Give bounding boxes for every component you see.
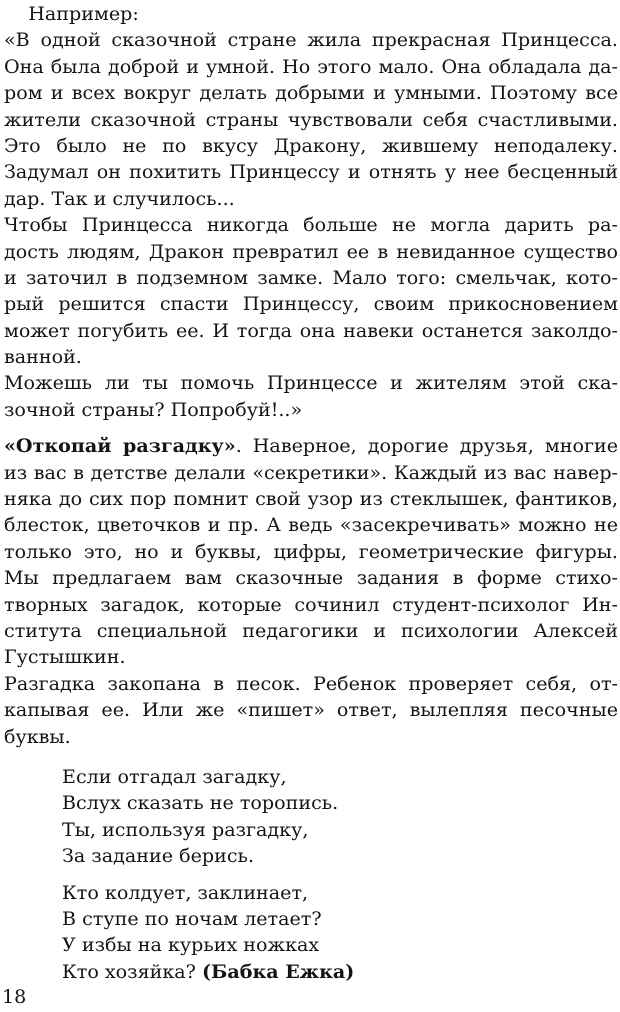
poem-line: Ты, используя разгадку,	[62, 817, 309, 841]
text-line: и заточил в подземном замке. Мало того: смельчак, кото-	[4, 265, 618, 289]
text-line: капывая ее. Или же «пишет» ответ, вылепляя песочные	[4, 698, 618, 722]
text-line: рый решится спасти Принцессу, своим прикосновением	[4, 292, 618, 316]
text-line: дар. Так и случилось...	[4, 186, 235, 210]
text-line: Густышкин.	[4, 645, 126, 669]
text-line: Разгадка закопана в песок. Ребенок проверяет себя, от-	[4, 671, 618, 695]
poem-line: Вслух сказать не торопись.	[62, 791, 339, 815]
poem-line: У избы на курьих ножках	[62, 933, 320, 957]
poem-line	[4, 959, 618, 985]
page-text	[4, 1, 618, 985]
riddle-answer: (Бабка Ежка)	[201, 959, 355, 983]
text-line: ванной.	[4, 345, 82, 369]
text-line	[4, 433, 618, 459]
text-line: только это, но и буквы, цифры, геометрические фигуры.	[4, 539, 618, 563]
text-line: Можешь ли ты помочь Принцессе и жителям этой ска-	[4, 371, 618, 395]
text-line: Это было не по вкусу Дракону, жившему неподалеку.	[4, 133, 618, 157]
text-line: творных загадок, которые сочинил студент-психолог Ин-	[4, 592, 618, 616]
text-line: из вас в детстве делали «секретики». Каждый из вас навер-	[4, 460, 618, 484]
text-line: Чтобы Принцесса никогда больше не могла дарить ра-	[4, 213, 618, 237]
text-line: Например:	[4, 2, 139, 25]
text-line: «В одной сказочной стране жила прекрасная Принцесса.	[4, 28, 618, 52]
text-line: дость людям, Дракон превратил ее в невиданное существо	[4, 239, 618, 263]
poem-line: Если отгадал загадку,	[62, 764, 287, 788]
text-run: . Наверное, дорогие друзья, многие	[235, 434, 618, 458]
text-line: няка до сих пор помнит свой узор из стеклышек, фантиков,	[4, 487, 618, 511]
text-run: Кто хозяйка?	[62, 959, 202, 983]
bold-term: «Откопай разгадку»	[4, 434, 236, 458]
text-line: Мы предлагаем вам сказочные задания в форме стихо-	[4, 566, 618, 590]
page-number: 18	[2, 985, 27, 1008]
text-line: зочной страны? Попробуй!..»	[4, 397, 303, 421]
text-line: Задумал он похитить Принцессу и отнять у нее бесценный	[4, 160, 618, 184]
paragraph-gap	[4, 423, 618, 433]
text-line: может погубить ее. И тогда она навеки останется заколдо-	[4, 318, 618, 342]
text-line: Она была доброй и умной. Но этого мало. Она обладала да-	[4, 54, 618, 78]
text-line: жители сказочной страны чувствовали себя счастливыми.	[4, 107, 618, 131]
poem-gap	[4, 750, 618, 764]
text-line: блесток, цветочков и пр. А ведь «засекречивать» можно не	[4, 513, 618, 537]
stanza-gap	[4, 870, 618, 880]
text-line: ром и всех вокруг делать добрыми и умными. Поэтому все	[4, 81, 618, 105]
poem-line: В ступе по ночам летает?	[62, 906, 322, 930]
poem-line: За задание берись.	[62, 844, 255, 868]
text-line: буквы.	[4, 724, 71, 748]
text-line: ститута специальной педагогики и психологии Алексей	[4, 618, 618, 642]
poem-line: Кто колдует, заклинает,	[62, 880, 309, 904]
